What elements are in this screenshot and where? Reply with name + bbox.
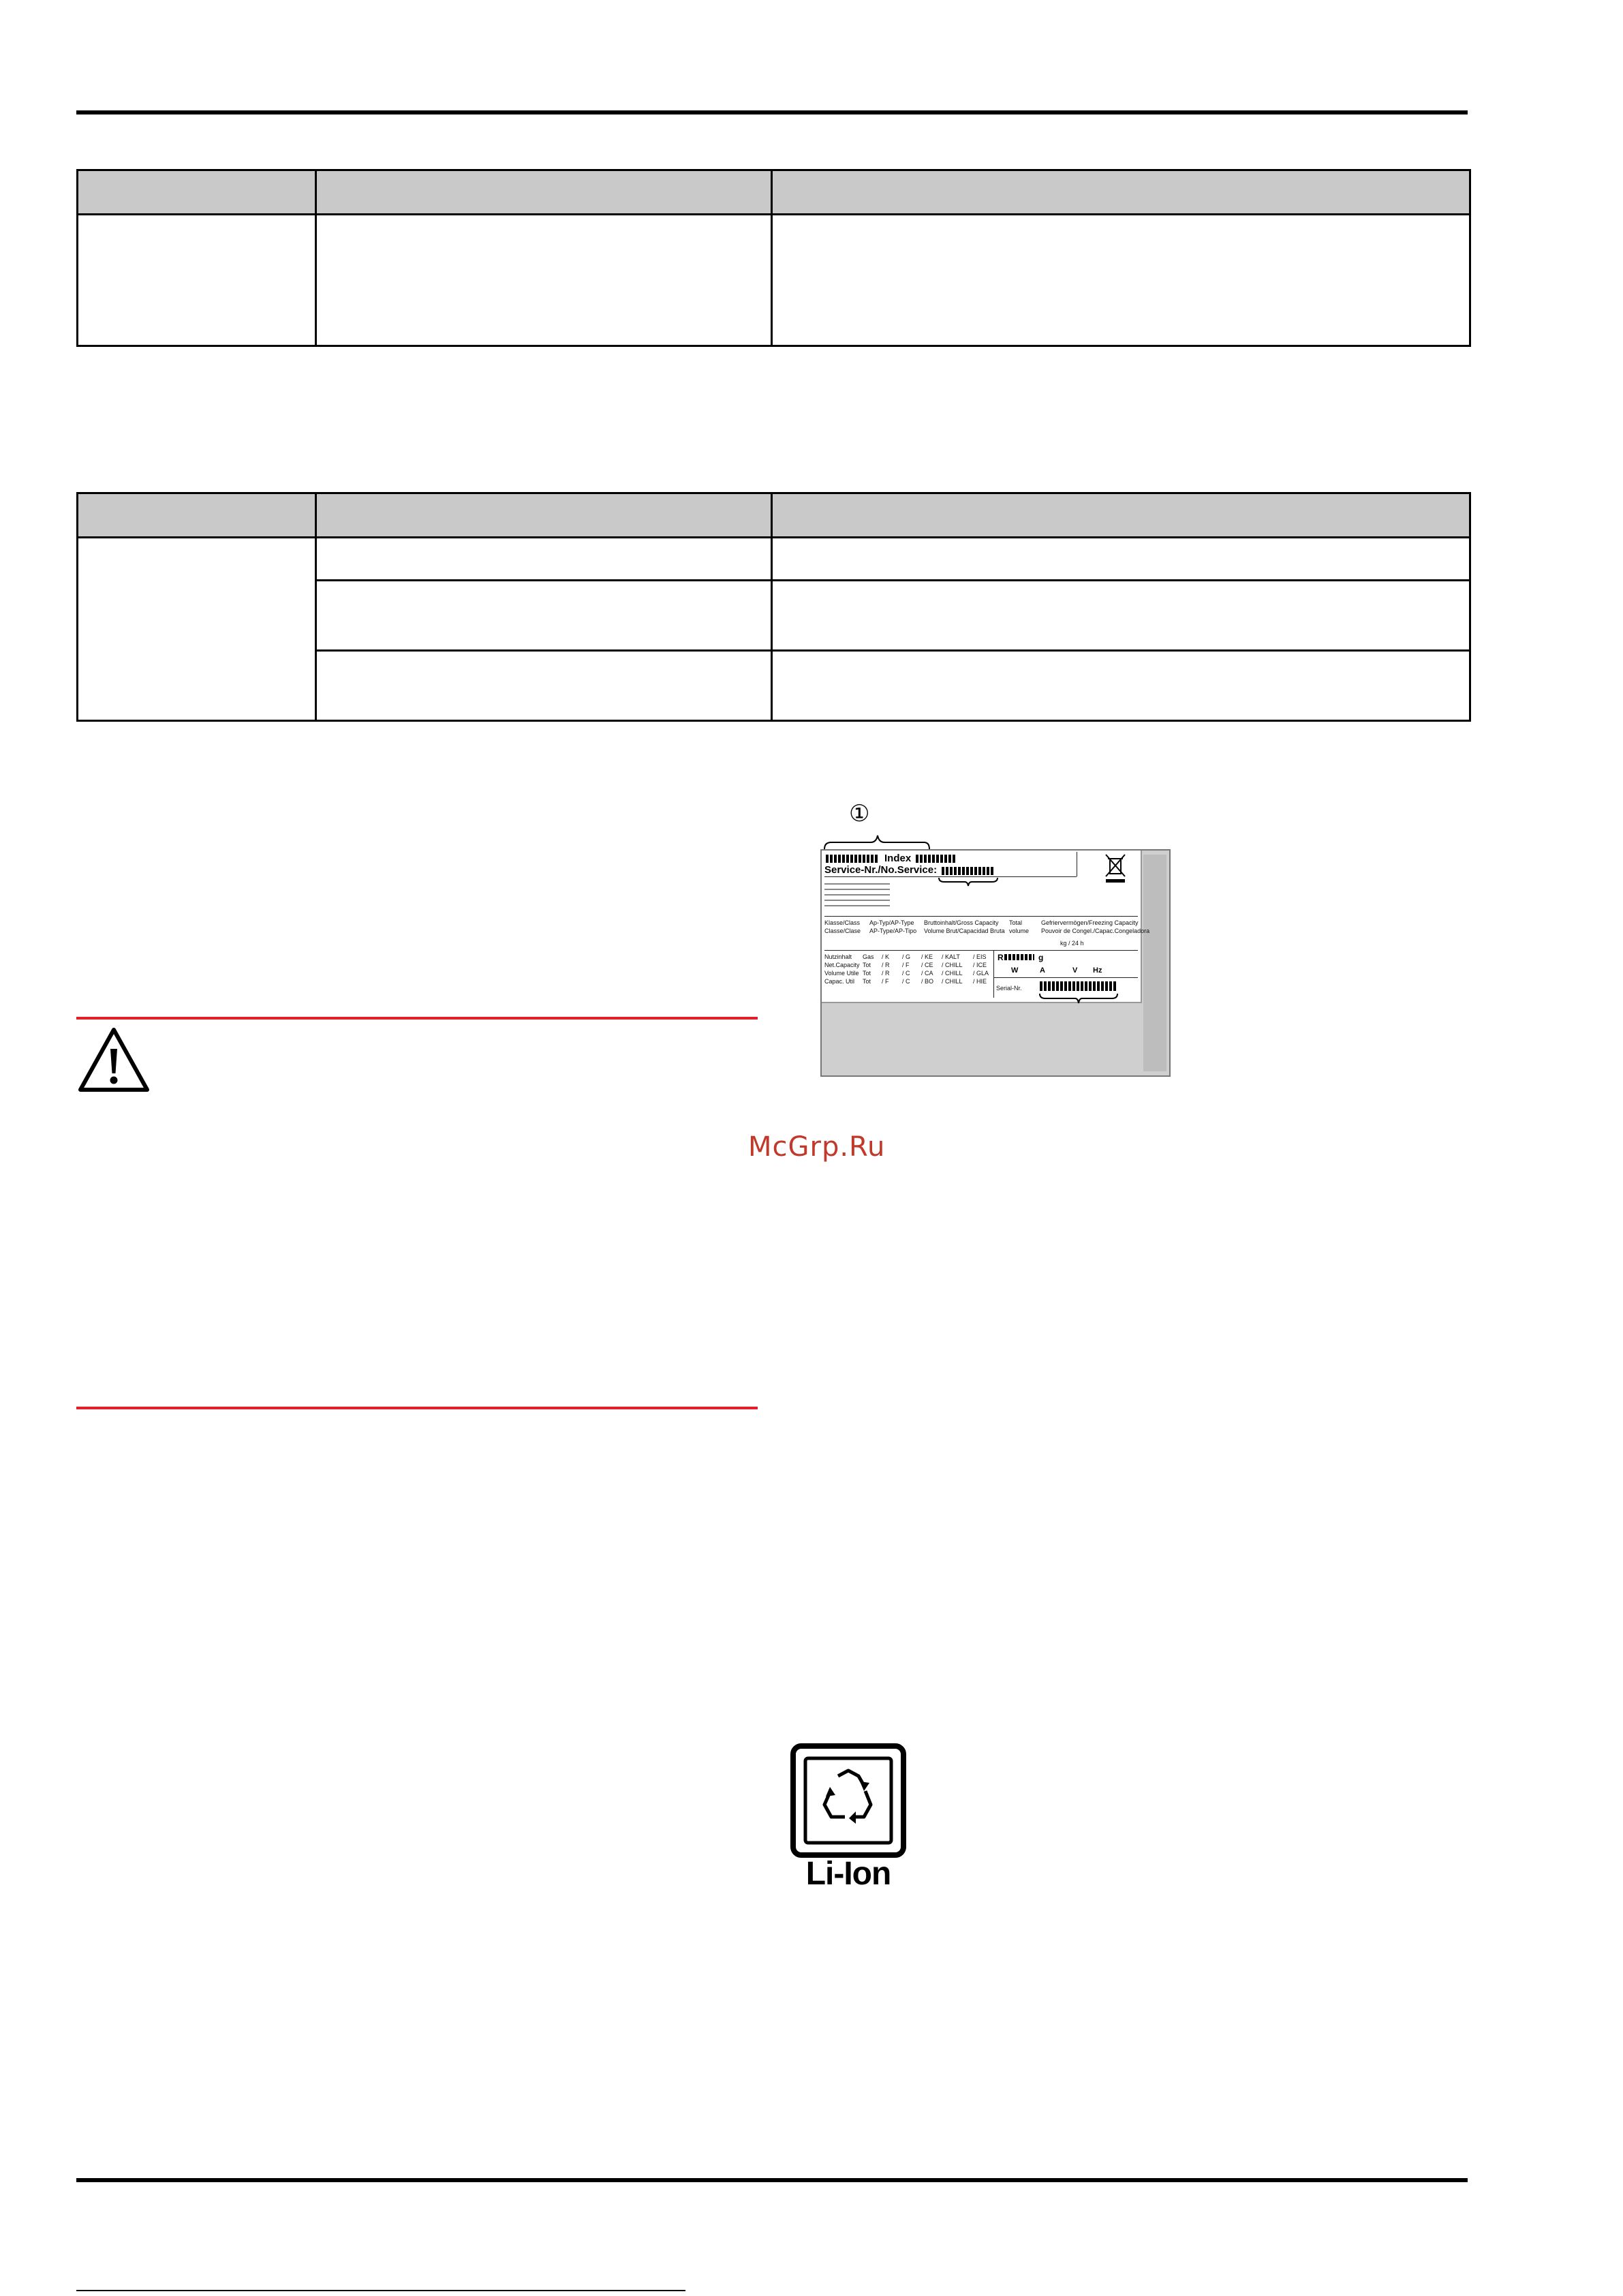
table-cell (316, 651, 772, 721)
table-cell (78, 215, 316, 346)
table-2-header-cell-1 (78, 493, 316, 538)
barcode (916, 855, 957, 863)
plate-serial-label: Serial-Nr. (996, 985, 1022, 992)
warning-rule-bottom (76, 1407, 758, 1409)
footer-thin-rule (76, 2290, 685, 2291)
li-ion-label: Li-Ion (805, 1856, 891, 1892)
crossed-out-bin-icon (1104, 852, 1127, 883)
plate-power-hz: Hz (1093, 966, 1102, 975)
table-2-header-cell-3 (772, 493, 1470, 538)
table-row (78, 215, 1470, 346)
table-cell (772, 581, 1470, 651)
rating-plate-figure (815, 801, 1171, 1077)
table-cell (772, 215, 1470, 346)
plate-index-label: Index (884, 853, 912, 864)
table-2 (76, 492, 1471, 722)
callout-1: ① (849, 800, 870, 827)
li-ion-recycling-symbol (790, 1743, 906, 1890)
plate-gas-col: Gas Tot Tot Tot (863, 953, 874, 985)
plate-gross-label: Bruttoinhalt/Gross Capacity Volume Brut/Capacidad Bruta (924, 919, 1005, 934)
plate-total-label: Total volume (1009, 919, 1030, 934)
table-1-header-cell-1 (78, 170, 316, 215)
plate-refrigerant-unit: g (1038, 953, 1044, 962)
plate-net-label: Nutzinhalt Net.Capacity Volume Utile Capac. Util (824, 953, 860, 985)
serial-barcode (1040, 981, 1116, 991)
plate-power-w: W (1011, 966, 1019, 975)
table-2-header-cell-2 (316, 493, 772, 538)
table-2-header-row (78, 493, 1470, 538)
plate-power-a: A (1040, 966, 1045, 975)
table-1 (76, 169, 1471, 347)
table-row (78, 538, 1470, 581)
barcode (942, 867, 993, 875)
table-cell (772, 538, 1470, 581)
table-1-header-cell-3 (772, 170, 1470, 215)
table-1-header-cell-2 (316, 170, 772, 215)
footer-rule (76, 2178, 1468, 2182)
plate-refrigerant-prefix: R (998, 953, 1004, 962)
warning-rule-top (76, 1017, 758, 1020)
plate-side-strip (1143, 855, 1166, 1071)
header-rule (76, 110, 1468, 114)
table-cell (316, 581, 772, 651)
table-cell (316, 215, 772, 346)
plate-power-v: V (1072, 966, 1078, 975)
plate-freezing-label: Gefriervermögen/Freezing Capacity Pouvoir de Congel./Capac.Congeladora (1041, 919, 1150, 934)
plate-class-label: Klasse/Class Classe/Clase (824, 919, 861, 934)
table-cell (316, 538, 772, 581)
plate-col-k: / K / R / R / F (882, 953, 890, 985)
table-cell (772, 651, 1470, 721)
plate-service-label: Service-Nr./No.Service: (824, 864, 938, 876)
plate-col-kalt: / KALT / CHILL / CHILL / CHILL (942, 953, 963, 985)
warning-triangle-icon (76, 1026, 151, 1094)
table-1-header-row (78, 170, 1470, 215)
table-cell (78, 538, 316, 721)
plate-col-ke: / KE / CE / CA / BO (921, 953, 934, 985)
watermark: McGrp.Ru (748, 1131, 886, 1163)
barcode (826, 855, 879, 863)
plate-freezing-unit: kg / 24 h (1060, 940, 1084, 947)
plate-col-g: / G / F / C / C (902, 953, 911, 985)
plate-type-label: Ap-Typ/AP-Type AP-Type/AP-Tipo (869, 919, 917, 934)
plate-col-eis: / EIS / ICE / GLA / HIE (973, 953, 989, 985)
rating-plate (822, 851, 1150, 1003)
